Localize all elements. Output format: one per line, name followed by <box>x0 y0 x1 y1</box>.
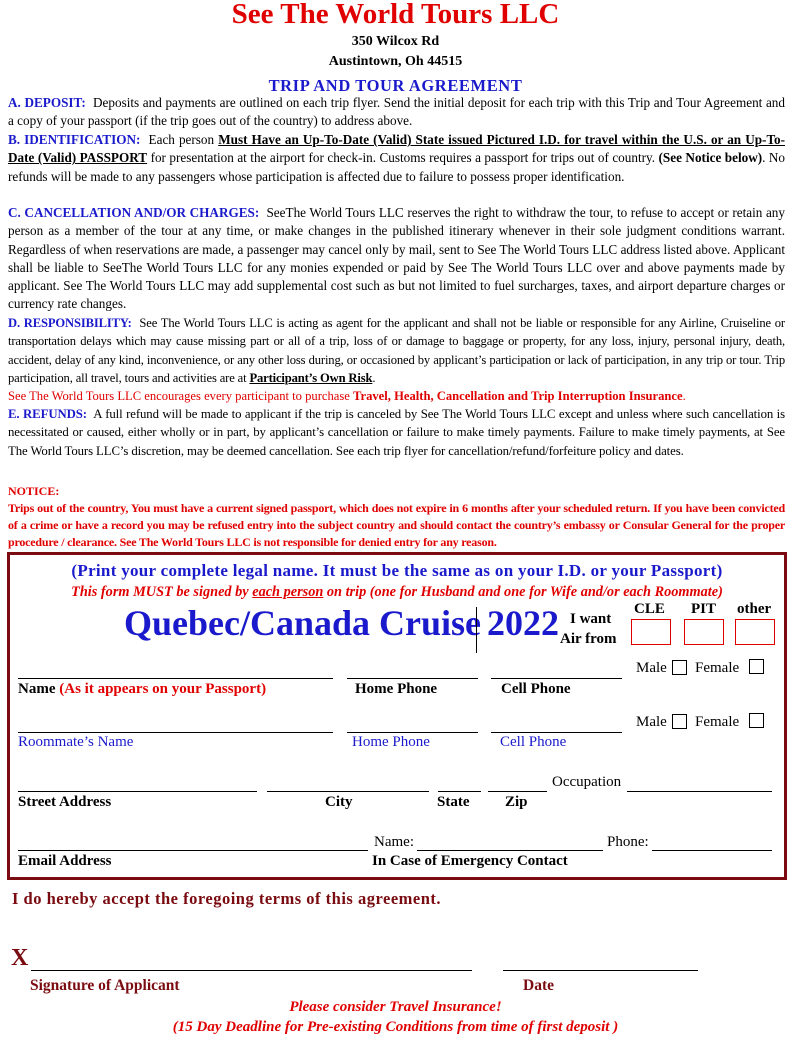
female-label-2: Female <box>695 714 740 730</box>
street-address-label: Street Address <box>18 794 112 810</box>
roommate-name-line[interactable] <box>18 732 333 733</box>
emergency-phone-label: Phone: <box>607 834 649 850</box>
signature-label: Signature of Applicant <box>30 977 180 994</box>
sign-instruction-post: on trip (one for Husband and one for Wife and/or each Roommate) <box>326 584 723 600</box>
insurance-text: See The World Tours LLC encourages every participant to purchase <box>8 389 350 403</box>
identification-post: . No refunds will be made to any passengers whose participation is affected due to failure to possess proper identification. <box>8 150 786 184</box>
name-label <box>18 681 266 698</box>
air-option-other-label: other <box>737 601 772 617</box>
emergency-name-line[interactable] <box>417 850 603 851</box>
air-pit-box[interactable] <box>684 619 724 645</box>
identification-mid: for presentation at the airport for check-in. Customs requires a passport for trips out of country. <box>150 150 656 166</box>
insurance-end: . <box>682 389 686 403</box>
print-instruction: (Print your complete legal name. It must be the same as on your I.D. or your Passport) <box>71 561 723 580</box>
female-label-1: Female <box>695 660 740 676</box>
cell-phone-label: Cell Phone <box>501 681 571 697</box>
name-label-text: Name <box>18 681 56 697</box>
air-label-1: I want <box>570 611 612 627</box>
registration-form <box>7 552 787 880</box>
section-deposit <box>8 94 785 131</box>
refunds-heading: E. REFUNDS: <box>8 407 87 421</box>
signature-x-mark: X <box>11 945 29 971</box>
air-other-box[interactable] <box>735 619 775 645</box>
responsibility-text: See The World Tours LLC is acting as agent for the applicant and shall not be liable or responsible for any Airline, Cruiseline or transportation delays which may cause missing part or all of a trip, loss of or damage to baggage or property, for any loss, injury, personal injury, death, accident, delay of any kind, inconvenience, or any other loss during, or occasioned by applicant’s participation or lack of participation, in any trip or tour. Trip participation, all travel, tours and activities are at <box>8 316 785 385</box>
deposit-text: Deposits and payments are outlined on each trip flyer. Send the initial deposit for each trip with this Trip and Tour Agreement and a copy of your passport (if the trip goes out of the country) to address above. <box>8 95 785 129</box>
emergency-name-label: Name: <box>374 834 414 850</box>
refunds-text: A full refund will be made to applicant if the trip is canceled by See The World Tours LLC except and unless where such cancellation is necessitated or caused, either wholly or in part, by applicant’s cancellation or failure to make timely payments. Failure to make timely payments, at See The World Tours LLC’s discretion, may be deemed cancellation. See each trip flyer for cancellation/refund/forfeiture policy and dates. <box>8 407 786 458</box>
trip-name: Quebec/Canada Cruise <box>124 603 482 643</box>
signature-line[interactable] <box>31 970 472 971</box>
address-city: Austintown, Oh 44515 <box>328 54 463 69</box>
agreement-title: TRIP AND TOUR AGREEMENT <box>268 76 523 95</box>
trip-year: 2022 <box>487 603 559 643</box>
street-address-line[interactable] <box>18 791 257 792</box>
address-street: 350 Wilcox Rd <box>351 34 440 49</box>
male-label-1: Male <box>636 660 667 676</box>
deadline-note: (15 Day Deadline for Pre-existing Conditions from time of first deposit ) <box>172 1019 619 1035</box>
female-checkbox-2[interactable] <box>749 713 764 728</box>
emergency-contact-label: In Case of Emergency Contact <box>372 853 568 869</box>
air-option-pit-label: PIT <box>691 601 717 617</box>
male-checkbox-2[interactable] <box>672 714 687 729</box>
responsibility-end: . <box>372 370 376 385</box>
notice-section <box>8 483 785 551</box>
sign-instruction <box>10 584 784 601</box>
identification-heading: B. IDENTIFICATION: <box>8 132 141 147</box>
male-checkbox-1[interactable] <box>672 660 687 675</box>
section-responsibility <box>8 314 785 387</box>
insurance-emph: Travel, Health, Cancellation and Trip Interruption Insurance <box>353 389 683 403</box>
cell-phone-line[interactable] <box>491 678 622 679</box>
deposit-heading: A. DEPOSIT: <box>8 95 86 110</box>
trip-divider <box>476 607 477 653</box>
company-title: See The World Tours LLC <box>231 0 560 30</box>
home-phone-line[interactable] <box>347 678 478 679</box>
responsibility-emph: Participant’s Own Risk <box>249 370 373 385</box>
air-cle-box[interactable] <box>631 619 671 645</box>
home-phone-label: Home Phone <box>355 681 438 697</box>
zip-label: Zip <box>505 794 528 810</box>
roommate-home-phone-label: Home Phone <box>352 734 430 750</box>
email-address-label: Email Address <box>18 853 112 869</box>
state-label: State <box>437 794 470 810</box>
roommate-home-phone-line[interactable] <box>347 732 478 733</box>
responsibility-heading: D. RESPONSIBILITY: <box>8 316 132 330</box>
name-label-note: (As it appears on your Passport) <box>59 681 267 697</box>
name-line[interactable] <box>18 678 333 679</box>
zip-line[interactable] <box>488 791 547 792</box>
city-line[interactable] <box>267 791 429 792</box>
roommate-cell-phone-label: Cell Phone <box>500 734 567 750</box>
notice-text: Trips out of the country, You must have a current signed passport, which does not expire in 6 months after your scheduled return. If you have been convicted of a crime or have a record you may be refused entry into the subject country and should contact the country’s embassy or Consular General for the proper procedure / clearance. See The World Tours LLC is not responsible for denied entry for any reason. <box>8 501 785 549</box>
roommate-name-label: Roommate’s Name <box>18 734 134 750</box>
male-label-2: Male <box>636 714 667 730</box>
cancellation-text: SeeThe World Tours LLC reserves the right to withdraw the tour, to refuse to accept or retain any person as a member of the tour at any time, or make changes in the published itinerary whenever in their sole judgment conditions warrant. Regardless of when reservations are made, a passenger may cancel only by mail, sent to See The World Tours LLC address listed above. Applicant shall be liable to SeeThe World Tours LLC for any monies expended or paid by See The World Tours LLC over and above payments made by applicant. See The World Tours LLC may add supplemental cost such as but not limited to fuel surcharges, taxes, and airport departure charges or currency rate changes. <box>8 205 785 312</box>
air-option-cle-label: CLE <box>634 601 665 617</box>
section-identification <box>8 131 785 186</box>
city-label: City <box>325 794 353 810</box>
identification-notice-ref: (See Notice below) <box>658 150 763 166</box>
notice-heading: NOTICE: <box>8 484 60 498</box>
roommate-cell-phone-line[interactable] <box>491 732 622 733</box>
state-line[interactable] <box>438 791 481 792</box>
insurance-note: Please consider Travel Insurance! <box>289 999 502 1015</box>
acceptance-statement: I do hereby accept the foregoing terms of this agreement. <box>12 889 442 908</box>
identification-emph: Must Have an Up-To-Date (Valid) State issued Pictured I.D. for travel within the U.S. or an Up-To-Date (Valid) PASSPORT <box>8 132 786 166</box>
email-line[interactable] <box>18 850 368 851</box>
emergency-phone-line[interactable] <box>652 850 772 851</box>
section-refunds <box>8 405 785 460</box>
cancellation-heading: C. CANCELLATION AND/OR CHARGES: <box>8 205 260 220</box>
insurance-line <box>8 387 785 405</box>
air-label-2: Air from <box>560 631 617 647</box>
occupation-label: Occupation <box>552 774 622 790</box>
sign-instruction-pre: This form MUST be signed by <box>71 584 249 600</box>
identification-pre: Each person <box>148 132 215 147</box>
sign-instruction-emph: each person <box>252 584 324 600</box>
section-cancellation <box>8 204 785 314</box>
date-label: Date <box>523 977 554 994</box>
date-line[interactable] <box>503 970 698 971</box>
female-checkbox-1[interactable] <box>749 659 764 674</box>
occupation-line[interactable] <box>627 791 772 792</box>
